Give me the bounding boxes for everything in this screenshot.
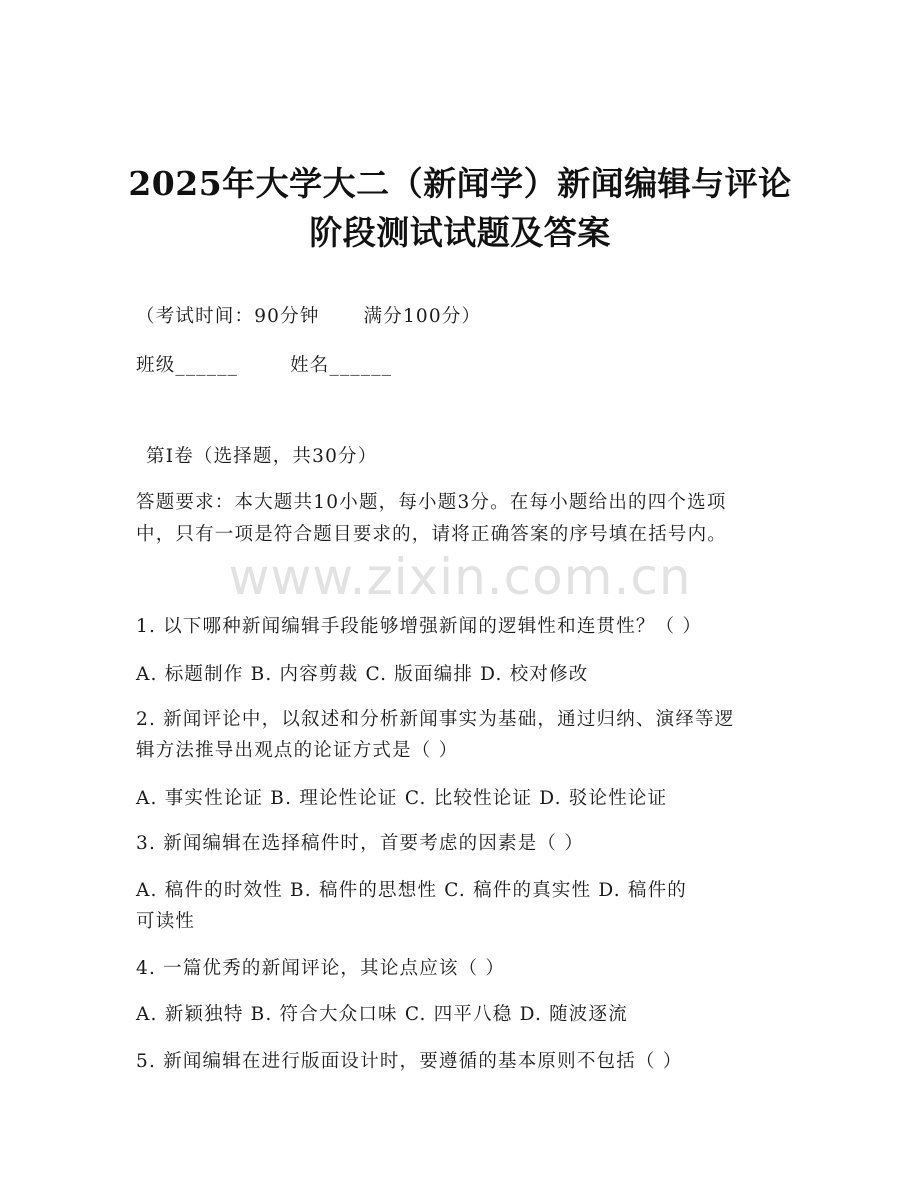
document-title-line-1: 2025年大学大二（新闻学）新闻编辑与评论 [128,164,792,203]
exam-info [136,302,481,328]
name-field: 姓名______ [290,355,393,376]
question-1-stem: 1. 以下哪种新闻编辑手段能够增强新闻的逻辑性和连贯性？（ ） [136,616,703,637]
question-2-options: A. 事实性论证 B. 理论性论证 C. 比较性论证 D. 驳论性论证 [136,788,668,809]
document-title-line-2: 阶段测试试题及答案 [309,213,611,252]
class-field: 班级______ [136,355,239,376]
exam-score: 满分100分） [363,306,482,327]
question-3-stem: 3. 新闻编辑在选择稿件时，首要考虑的因素是（ ） [136,833,584,854]
exam-time: （考试时间：90分钟 [136,306,320,327]
instruction-line-2: 中，只有一项是符合题目要求的，请将正确答案的序号填在括号内。 [136,524,728,545]
question-3-options-line-1: A. 稿件的时效性 B. 稿件的思想性 C. 稿件的真实性 D. 稿件的 [136,880,688,901]
instruction-line-1: 答题要求：本大题共10小题，每小题3分。在每小题给出的四个选项 [136,492,727,513]
question-5-stem: 5. 新闻编辑在进行版面设计时，要遵循的基本原则不包括（ ） [136,1051,683,1072]
watermark: www.zixin.com.cn [228,548,692,606]
question-4-stem: 4. 一篇优秀的新闻评论，其论点应该（ ） [136,958,506,979]
question-1-options: A. 标题制作 B. 内容剪裁 C. 版面编排 D. 校对修改 [136,664,589,685]
question-3-options-line-2: 可读性 [136,911,196,932]
student-fields [136,351,392,377]
question-2-stem-line-2: 辑方法推导出观点的论证方式是（ ） [136,740,459,761]
section-heading: 第Ⅰ卷（选择题，共30分） [146,446,378,467]
question-2-stem-line-1: 2. 新闻评论中，以叙述和分析新闻事实为基础，通过归纳、演绎等逻 [136,709,735,730]
question-4-options: A. 新颖独特 B. 符合大众口味 C. 四平八稳 D. 随波逐流 [136,1004,628,1025]
